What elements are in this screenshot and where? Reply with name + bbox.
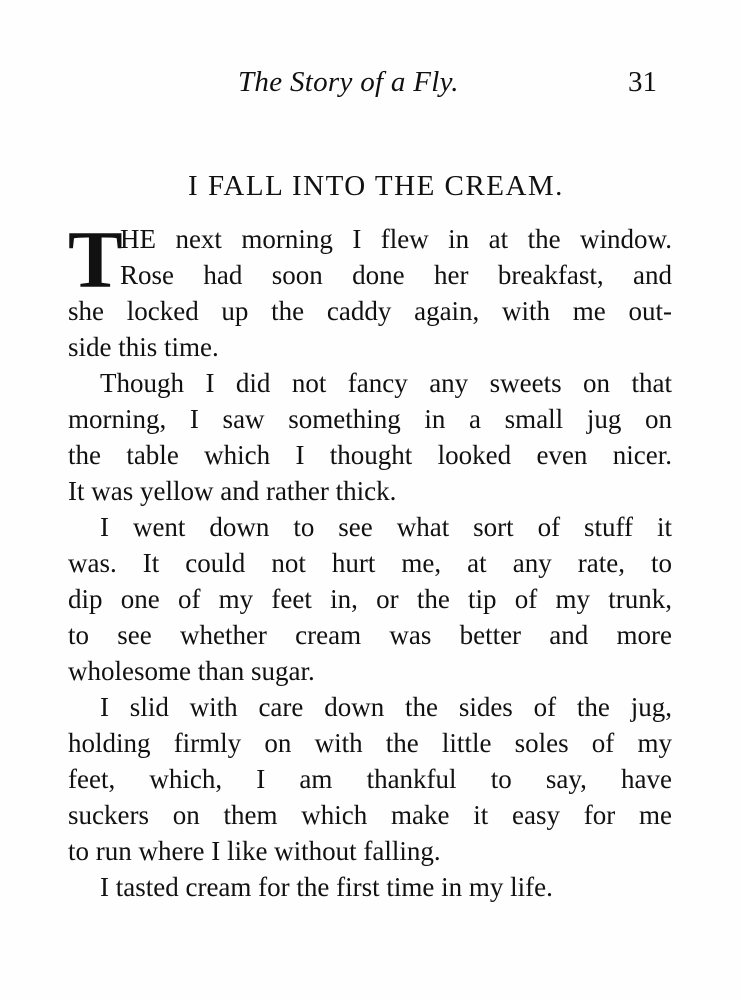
text-line: It was yellow and rather thick. [68, 476, 397, 506]
text-line: she locked up the caddy again, with me out- [68, 296, 672, 326]
text-line: wholesome than sugar. [68, 656, 315, 686]
text-line: was. It could not hurt me, at any rate, to [68, 548, 672, 578]
text-line: holding firmly on with the little soles of my [68, 728, 672, 758]
text-line: morning, I saw something in a small jug on [68, 404, 672, 434]
text-line: HE next morning I flew in at the window. [120, 224, 672, 254]
running-title: The Story of a Fly. [238, 66, 459, 98]
text-line: feet, which, I am thankful to say, have [68, 764, 672, 794]
text-line: side this time. [68, 332, 219, 362]
chapter-heading: I FALL INTO THE CREAM. [188, 170, 564, 202]
text-line: dip one of my feet in, or the tip of my trunk, [68, 584, 672, 614]
text-line: Though I did not fancy any sweets on that [100, 368, 672, 398]
body-text [68, 214, 672, 905]
page-number: 31 [628, 66, 657, 98]
text-line: I went down to see what sort of stuff it [100, 512, 672, 542]
text-line: to see whether cream was better and more [68, 620, 672, 650]
text-line: I slid with care down the sides of the jug, [100, 692, 672, 722]
text-line: to run where I like without falling. [68, 836, 441, 866]
text-line: Rose had soon done her breakfast, and [120, 260, 672, 290]
text-line: the table which I thought looked even nicer. [68, 440, 672, 470]
text-line: suckers on them which make it easy for me [68, 800, 672, 830]
text-line: I tasted cream for the first time in my life. [100, 872, 553, 902]
drop-cap: T [68, 214, 123, 305]
running-head [0, 66, 740, 102]
